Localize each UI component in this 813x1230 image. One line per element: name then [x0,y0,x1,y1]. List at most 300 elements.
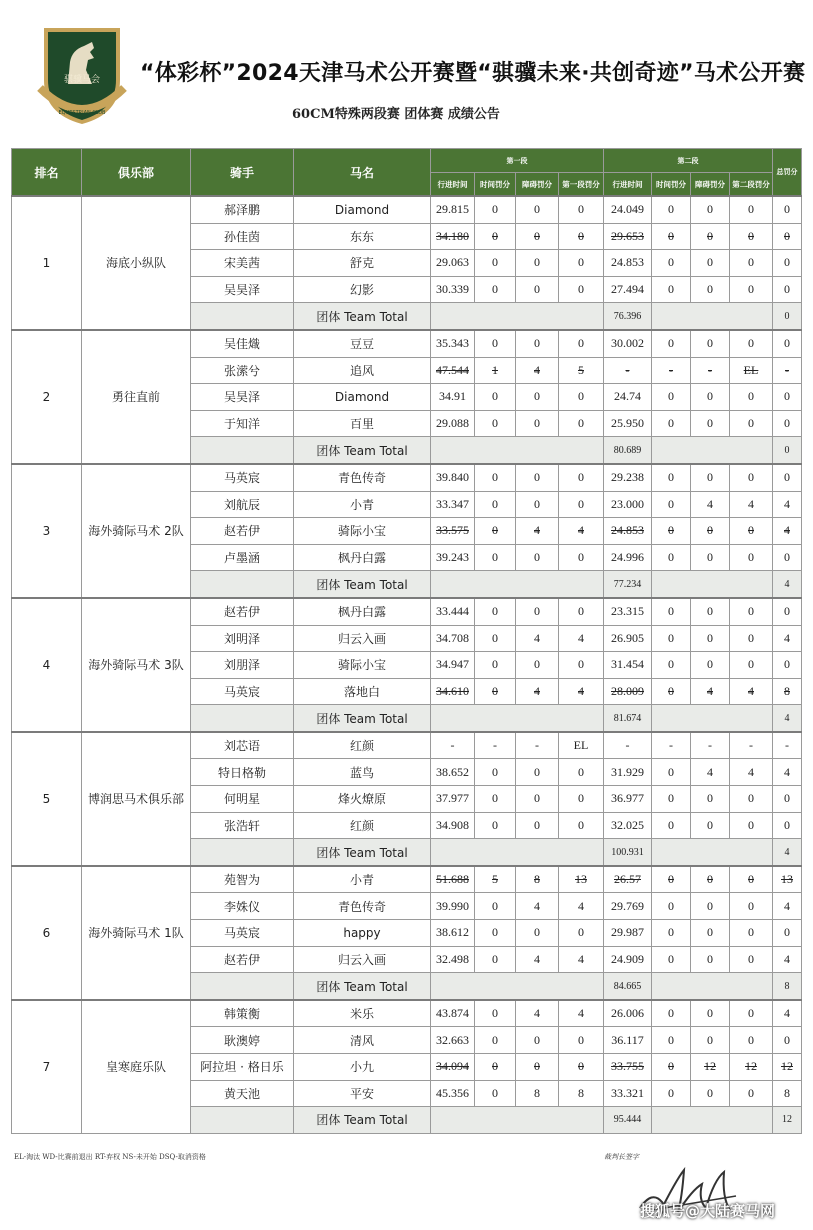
p1-time-cell: 33.575 [431,518,475,545]
p1-obstacle-penalty-cell: 4 [516,1000,559,1027]
p1-obstacle-penalty-cell: 4 [516,357,559,384]
p2-obstacle-penalty-cell: 0 [691,544,730,571]
p2-obstacle-penalty-cell: 0 [691,1080,730,1107]
p1-penalty-cell: 5 [559,357,604,384]
team-club: 勇往直前 [82,330,191,464]
p2-time-penalty-cell: 0 [652,759,691,786]
p2-penalty-cell: 0 [730,786,773,813]
p2-penalty-cell: 0 [730,1080,773,1107]
team-club: 海外骑际马术 3队 [82,598,191,732]
p1-obstacle-penalty-cell: 0 [516,1054,559,1081]
p2-penalty-cell: 0 [730,410,773,437]
p2-obstacle-penalty-cell: 0 [691,946,730,973]
p1-time-penalty-cell: 0 [475,196,516,223]
horse-name: 归云入画 [294,946,431,973]
p2-obstacle-penalty-cell: - [691,357,730,384]
p2-time-cell: 33.755 [604,1054,652,1081]
total-penalty-cell: 0 [773,544,802,571]
p1-time-cell: 45.356 [431,1080,475,1107]
p1-time-penalty-cell: 0 [475,410,516,437]
logo-ring-text: EQUESTRIAN CLUB [58,110,106,116]
team-total-penalty: 0 [773,437,802,464]
p1-obstacle-penalty-cell: 0 [516,491,559,518]
p2-time-penalty-cell: 0 [652,812,691,839]
team-total-phase1-spacer [431,839,604,866]
horse-name: 红颜 [294,812,431,839]
rider-name: 何明星 [191,786,294,813]
p2-obstacle-penalty-cell: 0 [691,250,730,277]
team-total-time: 95.444 [604,1107,652,1134]
p2-time-cell: 29.238 [604,464,652,491]
p2-time-penalty-cell: 0 [652,1000,691,1027]
header-p1-time-penalty: 时间罚分 [475,173,516,197]
p1-penalty-cell: 0 [559,464,604,491]
horse-name: 枫丹白露 [294,544,431,571]
p2-time-cell: 26.905 [604,625,652,652]
rider-name: 吴昊泽 [191,276,294,303]
results-body [12,196,802,1133]
total-penalty-cell: 8 [773,678,802,705]
rider-name: 于知洋 [191,410,294,437]
p2-penalty-cell: 0 [730,518,773,545]
p1-penalty-cell: 13 [559,866,604,893]
p2-time-penalty-cell: - [652,357,691,384]
team-rank: 7 [12,1000,82,1133]
p1-time-cell: - [431,732,475,759]
p1-obstacle-penalty-cell: 0 [516,384,559,411]
horse-name: 小九 [294,1054,431,1081]
horse-name: 枫丹白露 [294,598,431,625]
p2-obstacle-penalty-cell: 0 [691,1000,730,1027]
p1-time-cell: 34.180 [431,223,475,250]
p2-time-penalty-cell: 0 [652,544,691,571]
p2-obstacle-penalty-cell: 0 [691,625,730,652]
p2-time-penalty-cell: 0 [652,652,691,679]
total-penalty-cell: 0 [773,276,802,303]
p2-time-cell: 24.909 [604,946,652,973]
p2-time-cell: 24.996 [604,544,652,571]
p2-obstacle-penalty-cell: 4 [691,759,730,786]
header-p1-obstacle-penalty: 障碍罚分 [516,173,559,197]
p1-obstacle-penalty-cell: 4 [516,518,559,545]
p2-time-cell: 36.977 [604,786,652,813]
p1-time-penalty-cell: 0 [475,384,516,411]
p2-time-penalty-cell: 0 [652,625,691,652]
team-total-time: 80.689 [604,437,652,464]
p1-time-cell: 37.977 [431,786,475,813]
horse-name: 骑际小宝 [294,518,431,545]
horse-name: 东东 [294,223,431,250]
p1-penalty-cell: 0 [559,544,604,571]
p2-penalty-cell: 0 [730,652,773,679]
rider-name: 吴佳熾 [191,330,294,357]
p1-obstacle-penalty-cell: 0 [516,464,559,491]
p1-penalty-cell: 4 [559,1000,604,1027]
team-rank: 6 [12,866,82,1000]
p2-time-penalty-cell: 0 [652,276,691,303]
logo-text: 骐骥马会 [63,75,101,85]
p2-time-penalty-cell: 0 [652,920,691,947]
rider-name: 卢墨涵 [191,544,294,571]
header-horse: 马名 [294,149,431,197]
header-p1-penalty: 第一段罚分 [559,173,604,197]
total-penalty-cell: 0 [773,652,802,679]
team-club: 海外骑际马术 1队 [82,866,191,1000]
rider-name: 赵若伊 [191,946,294,973]
p1-time-cell: 34.947 [431,652,475,679]
p1-obstacle-penalty-cell: 4 [516,625,559,652]
p2-time-penalty-cell: 0 [652,384,691,411]
judge-signature-label: 裁判长签字 [604,1153,639,1161]
total-penalty-cell: 4 [773,946,802,973]
team-total-time: 76.396 [604,303,652,330]
horse-name: 青色传奇 [294,893,431,920]
horse-name: 骑际小宝 [294,652,431,679]
table-row [12,866,802,893]
team-total-label: 团体 Team Total [294,973,431,1000]
p1-penalty-cell: 8 [559,1080,604,1107]
team-total-phase1-spacer [431,705,604,732]
p1-time-cell: 29.063 [431,250,475,277]
p1-obstacle-penalty-cell: 0 [516,598,559,625]
p2-penalty-cell: - [730,732,773,759]
team-total-phase1-spacer [431,1107,604,1134]
rider-name: 刘明泽 [191,625,294,652]
p1-obstacle-penalty-cell: 0 [516,410,559,437]
p2-penalty-cell: 0 [730,893,773,920]
p2-penalty-cell: 0 [730,223,773,250]
header-rider: 骑手 [191,149,294,197]
p1-time-penalty-cell: 0 [475,1054,516,1081]
p2-obstacle-penalty-cell: 0 [691,330,730,357]
p1-penalty-cell: 0 [559,812,604,839]
team-total-phase2-spacer [652,839,773,866]
horse-name: Diamond [294,384,431,411]
rider-name: 刘航辰 [191,491,294,518]
horse-name: 米乐 [294,1000,431,1027]
p1-time-cell: 29.088 [431,410,475,437]
p1-time-cell: 34.908 [431,812,475,839]
team-total-penalty: 4 [773,839,802,866]
p1-penalty-cell: 0 [559,384,604,411]
p2-obstacle-penalty-cell: 4 [691,678,730,705]
p2-time-cell: 32.025 [604,812,652,839]
p2-penalty-cell: 0 [730,464,773,491]
p1-time-penalty-cell: 0 [475,893,516,920]
p1-time-cell: 38.652 [431,759,475,786]
p2-obstacle-penalty-cell: 12 [691,1054,730,1081]
p2-time-cell: 24.74 [604,384,652,411]
p2-time-penalty-cell: 0 [652,866,691,893]
rider-name: 张浩轩 [191,812,294,839]
horse-name: 蓝鸟 [294,759,431,786]
p1-time-cell: 38.612 [431,920,475,947]
total-penalty-cell: - [773,357,802,384]
header-rank: 排名 [12,149,82,197]
team-club: 皇寒庭乐队 [82,1000,191,1133]
team-total-time: 100.931 [604,839,652,866]
p1-obstacle-penalty-cell: 0 [516,786,559,813]
p1-obstacle-penalty-cell: 0 [516,276,559,303]
team-total-phase2-spacer [652,571,773,598]
page-subtitle: 60CM特殊两段赛 团体赛 成绩公告 [292,107,500,122]
p1-time-penalty-cell: 0 [475,464,516,491]
p1-penalty-cell: 0 [559,250,604,277]
p2-time-penalty-cell: 0 [652,491,691,518]
rider-name: 张潆兮 [191,357,294,384]
p1-obstacle-penalty-cell: 0 [516,196,559,223]
total-penalty-cell: 13 [773,866,802,893]
team-total-penalty: 4 [773,705,802,732]
total-penalty-cell: 0 [773,812,802,839]
team-total-phase2-spacer [652,437,773,464]
horse-name: 青色传奇 [294,464,431,491]
total-penalty-cell: 0 [773,330,802,357]
p2-time-cell: 31.454 [604,652,652,679]
horse-name: 追风 [294,357,431,384]
p2-obstacle-penalty-cell: 0 [691,866,730,893]
team-total-penalty: 12 [773,1107,802,1134]
p2-time-penalty-cell: 0 [652,893,691,920]
total-penalty-cell: 0 [773,250,802,277]
results-table [11,148,802,1134]
p1-penalty-cell: 0 [559,410,604,437]
p2-time-penalty-cell: 0 [652,464,691,491]
p1-penalty-cell: 4 [559,678,604,705]
p2-time-cell: 26.57 [604,866,652,893]
header-p2-time: 行进时间 [604,173,652,197]
p1-obstacle-penalty-cell: 4 [516,946,559,973]
team-club: 博润思马术俱乐部 [82,732,191,866]
p2-time-penalty-cell: 0 [652,678,691,705]
rider-name: 吴昊泽 [191,384,294,411]
p1-time-cell: 47.544 [431,357,475,384]
team-total-spacer [191,571,294,598]
p2-penalty-cell: 0 [730,1027,773,1054]
header-club: 俱乐部 [82,149,191,197]
p1-time-penalty-cell: 0 [475,759,516,786]
p1-time-penalty-cell: 0 [475,625,516,652]
total-penalty-cell: 4 [773,518,802,545]
total-penalty-cell: 4 [773,491,802,518]
team-total-label: 团体 Team Total [294,437,431,464]
p2-time-cell: 24.853 [604,250,652,277]
team-total-phase2-spacer [652,303,773,330]
p2-time-cell: 25.950 [604,410,652,437]
team-total-phase1-spacer [431,973,604,1000]
rider-name: 马英宸 [191,678,294,705]
p2-time-penalty-cell: 0 [652,1027,691,1054]
p1-obstacle-penalty-cell: 8 [516,1080,559,1107]
team-total-phase2-spacer [652,705,773,732]
p1-penalty-cell: 0 [559,491,604,518]
horse-name: 烽火燎原 [294,786,431,813]
horse-name: 舒克 [294,250,431,277]
table-row [12,196,802,223]
total-penalty-cell: 8 [773,1080,802,1107]
p1-obstacle-penalty-cell: 4 [516,678,559,705]
team-rank: 5 [12,732,82,866]
p2-obstacle-penalty-cell: 0 [691,598,730,625]
p1-time-cell: 34.708 [431,625,475,652]
team-total-time: 77.234 [604,571,652,598]
p1-obstacle-penalty-cell: 0 [516,544,559,571]
p1-time-penalty-cell: 0 [475,652,516,679]
p2-time-cell: 29.653 [604,223,652,250]
p2-time-cell: 29.987 [604,920,652,947]
table-row [12,464,802,491]
p2-penalty-cell: 0 [730,812,773,839]
horse-name: 平安 [294,1080,431,1107]
team-club: 海底小纵队 [82,196,191,330]
horse-name: 小青 [294,866,431,893]
p2-time-cell: 33.321 [604,1080,652,1107]
p2-penalty-cell: 0 [730,384,773,411]
p2-time-penalty-cell: 0 [652,330,691,357]
p2-obstacle-penalty-cell: 0 [691,464,730,491]
p2-penalty-cell: 0 [730,946,773,973]
p1-obstacle-penalty-cell: 0 [516,223,559,250]
p2-obstacle-penalty-cell: 0 [691,652,730,679]
p1-penalty-cell: 0 [559,759,604,786]
p1-penalty-cell: 0 [559,276,604,303]
p1-time-penalty-cell: 0 [475,250,516,277]
total-penalty-cell: 0 [773,196,802,223]
p2-time-cell: 24.049 [604,196,652,223]
p2-obstacle-penalty-cell: 0 [691,384,730,411]
p1-time-cell: 34.91 [431,384,475,411]
p1-time-penalty-cell: 0 [475,491,516,518]
team-total-time: 84.665 [604,973,652,1000]
p1-penalty-cell: EL [559,732,604,759]
p1-obstacle-penalty-cell: 4 [516,893,559,920]
p1-time-penalty-cell: 1 [475,357,516,384]
p1-penalty-cell: 4 [559,625,604,652]
p2-obstacle-penalty-cell: 0 [691,196,730,223]
horse-name: 落地白 [294,678,431,705]
p2-time-cell: 23.315 [604,598,652,625]
p2-time-cell: 26.006 [604,1000,652,1027]
p1-time-penalty-cell: 0 [475,1080,516,1107]
rider-name: 苑智为 [191,866,294,893]
table-row [12,1000,802,1027]
p1-time-penalty-cell: 0 [475,330,516,357]
team-total-label: 团体 Team Total [294,839,431,866]
rider-name: 郝泽鹏 [191,196,294,223]
p2-obstacle-penalty-cell: 0 [691,893,730,920]
horse-name: 清风 [294,1027,431,1054]
horse-name: 百里 [294,410,431,437]
total-penalty-cell: 0 [773,223,802,250]
team-total-penalty: 0 [773,303,802,330]
p1-obstacle-penalty-cell: 0 [516,920,559,947]
rider-name: 宋美茜 [191,250,294,277]
rider-name: 耿澳婷 [191,1027,294,1054]
p1-time-penalty-cell: 0 [475,518,516,545]
table-row [12,330,802,357]
team-rank: 3 [12,464,82,598]
p1-time-penalty-cell: 5 [475,866,516,893]
horse-name: 豆豆 [294,330,431,357]
p2-time-cell: 30.002 [604,330,652,357]
p1-obstacle-penalty-cell: 0 [516,759,559,786]
page-title: “体彩杯”2024天津马术公开赛暨“骐骥未来·共创奇迹”马术公开赛 [140,61,806,86]
p2-time-penalty-cell: 0 [652,1054,691,1081]
p1-time-penalty-cell: 0 [475,276,516,303]
total-penalty-cell: 4 [773,759,802,786]
p1-penalty-cell: 0 [559,920,604,947]
team-total-phase1-spacer [431,303,604,330]
total-penalty-cell: 0 [773,464,802,491]
horse-name: 小青 [294,491,431,518]
total-penalty-cell: 0 [773,1027,802,1054]
p2-obstacle-penalty-cell: 0 [691,812,730,839]
header-total-penalty: 总罚分 [773,149,802,197]
p1-time-penalty-cell: 0 [475,946,516,973]
p1-penalty-cell: 0 [559,1054,604,1081]
header-p2-time-penalty: 时间罚分 [652,173,691,197]
p2-time-cell: 31.929 [604,759,652,786]
p1-time-penalty-cell: 0 [475,786,516,813]
total-penalty-cell: 4 [773,1000,802,1027]
p2-penalty-cell: 4 [730,678,773,705]
p2-obstacle-penalty-cell: 0 [691,518,730,545]
p1-penalty-cell: 4 [559,518,604,545]
p1-time-cell: 39.243 [431,544,475,571]
p1-penalty-cell: 0 [559,330,604,357]
rider-name: 孙佳茵 [191,223,294,250]
p1-time-penalty-cell: 0 [475,223,516,250]
team-total-label: 团体 Team Total [294,303,431,330]
p2-penalty-cell: 0 [730,1000,773,1027]
p2-penalty-cell: 0 [730,625,773,652]
p1-obstacle-penalty-cell: 8 [516,866,559,893]
rider-name: 马英宸 [191,920,294,947]
p1-penalty-cell: 4 [559,893,604,920]
team-total-phase2-spacer [652,973,773,1000]
team-rank: 1 [12,196,82,330]
p2-time-penalty-cell: 0 [652,196,691,223]
p2-obstacle-penalty-cell: 0 [691,1027,730,1054]
team-total-phase1-spacer [431,571,604,598]
p2-time-cell: 28.009 [604,678,652,705]
p2-obstacle-penalty-cell: 0 [691,223,730,250]
team-total-spacer [191,1107,294,1134]
team-total-spacer [191,973,294,1000]
p1-time-cell: 35.343 [431,330,475,357]
p2-obstacle-penalty-cell: 0 [691,276,730,303]
p2-penalty-cell: 0 [730,866,773,893]
p1-time-penalty-cell: 0 [475,598,516,625]
p2-obstacle-penalty-cell: 0 [691,410,730,437]
team-rank: 4 [12,598,82,732]
team-total-penalty: 4 [773,571,802,598]
rider-name: 刘朋泽 [191,652,294,679]
p1-time-cell: 39.990 [431,893,475,920]
rider-name: 特日格勒 [191,759,294,786]
p2-penalty-cell: 12 [730,1054,773,1081]
total-penalty-cell: 0 [773,786,802,813]
p1-time-cell: 51.688 [431,866,475,893]
header-phase2: 第二段 [604,149,773,173]
team-total-label: 团体 Team Total [294,705,431,732]
team-total-label: 团体 Team Total [294,571,431,598]
horse-name: 红颜 [294,732,431,759]
p1-penalty-cell: 0 [559,196,604,223]
p1-time-penalty-cell: 0 [475,812,516,839]
p1-time-penalty-cell: 0 [475,920,516,947]
total-penalty-cell: 0 [773,920,802,947]
